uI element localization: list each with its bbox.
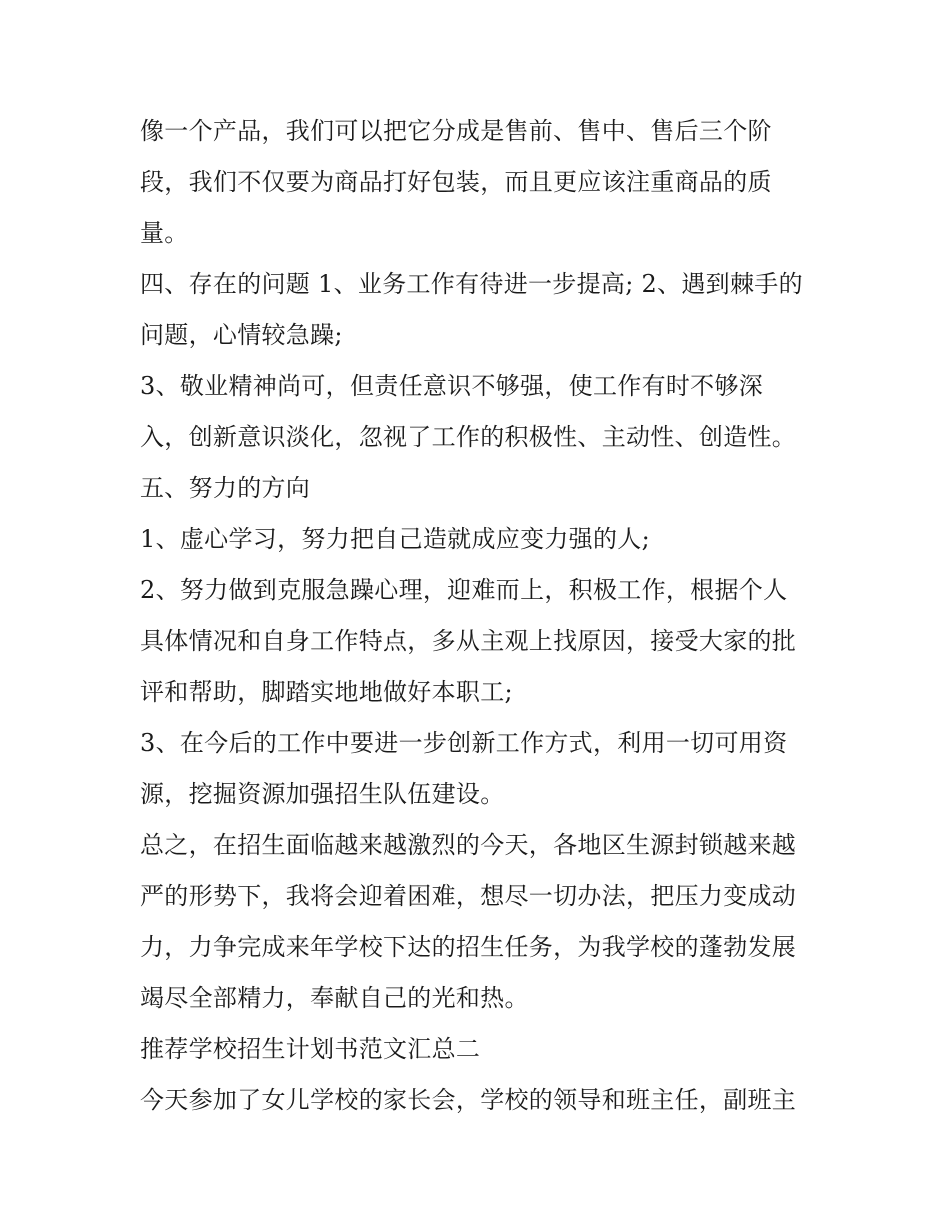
- section-heading-problems: 四、存在的问题 1、业务工作有待进一步提高; 2、遇到棘手的: [140, 270, 803, 298]
- text-line: 具体情况和自身工作特点，多从主观上找原因，接受大家的批: [140, 627, 797, 655]
- text-line: 今天参加了女儿学校的家长会，学校的领导和班主任，副班主: [140, 1086, 797, 1114]
- text-line: 严的形势下，我将会迎着困难，想尽一切办法，把压力变成动: [140, 882, 797, 910]
- text-line: 量。: [140, 219, 189, 247]
- text-line: 源，挖掘资源加强招生队伍建设。: [140, 780, 505, 808]
- document-subtitle: 推荐学校招生计划书范文汇总二: [140, 1035, 481, 1063]
- text-line: 入，创新意识淡化，忽视了工作的积极性、主动性、创造性。: [140, 423, 797, 451]
- text-line: 评和帮助，脚踏实地地做好本职工;: [140, 678, 513, 706]
- text-line: 3、敬业精神尚可，但责任意识不够强，使工作有时不够深: [140, 372, 764, 400]
- list-item: 3、在今后的工作中要进一步创新工作方式，利用一切可用资: [140, 729, 788, 757]
- section-heading-direction: 五、努力的方向: [140, 474, 311, 502]
- document-body: [140, 106, 820, 1126]
- text-line: 段，我们不仅要为商品打好包装，而且更应该注重商品的质: [140, 168, 772, 196]
- text-line: 像一个产品，我们可以把它分成是售前、售中、售后三个阶: [140, 117, 772, 145]
- list-item: 2、努力做到克服急躁心理，迎难而上，积极工作，根据个人: [140, 576, 788, 604]
- text-line: 总之，在招生面临越来越激烈的今天，各地区生源封锁越来越: [140, 831, 797, 859]
- text-line: 竭尽全部精力，奉献自己的光和热。: [140, 984, 529, 1012]
- list-item: 1、虚心学习，努力把自己造就成应变力强的人;: [140, 525, 650, 553]
- text-line: 问题，心情较急躁;: [140, 321, 343, 349]
- text-line: 力，力争完成来年学校下达的招生任务，为我学校的蓬勃发展: [140, 933, 797, 961]
